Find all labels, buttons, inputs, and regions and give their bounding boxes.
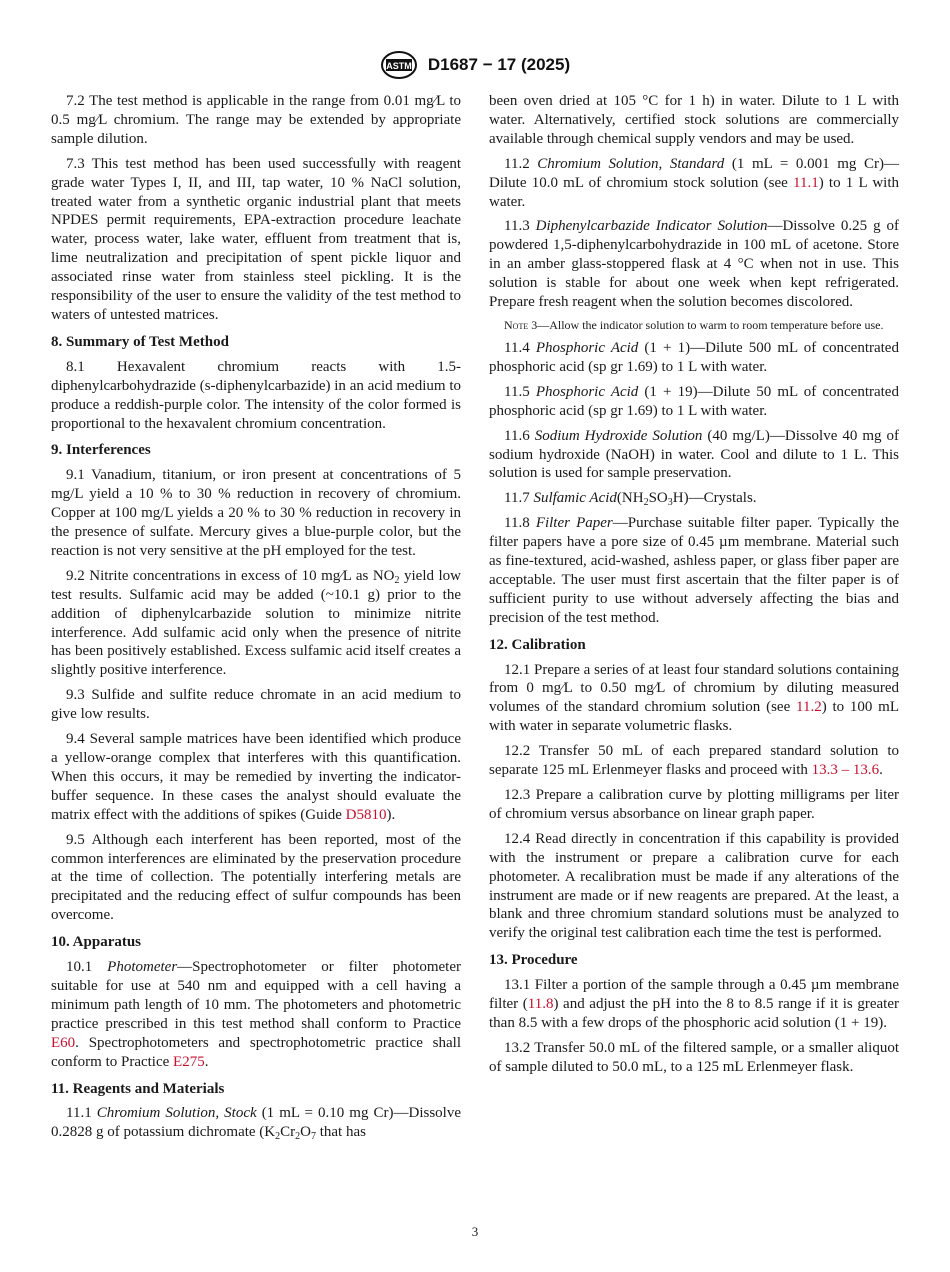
section-9-4: 9.4 Several sample matrices have been identified which produce a yellow-orange complex that interferes with this quantification. When this occurs, it may be remedied by inverting the indicator-buffer sequence. In these cases the analyst should evaluate the matrix effect with the additions of spikes (Guide D5810). (51, 731, 461, 823)
heading-9-interferences: 9. Interferences (51, 442, 151, 459)
section-11-3: 11.3 Diphenylcarbazide Indicator Solution—Dissolve 0.25 g of powdered 1,5-diphenylcarbohydrazide in 100 mL of acetone. Store in an amber glass-stoppered flask at 4 °C when not in use. This solution is stable for about one week when kept refrigerated. Prepare fresh reagent when the solution becomes discolored. (489, 218, 899, 311)
section-11-1: 11.1 Chromium Solution, Stock (1 mL = 0.10 mg Cr)—Dissolve 0.2828 g of potassium dichromate ($K_2Cr_2O_7$ that has (51, 1105, 461, 1143)
heading-13-procedure: 13. Procedure (489, 952, 578, 969)
section-10-1: 10.1 Photometer—Spectrophotometer or filter photometer suitable for use at 540 nm and equipped with a cell having a minimum path length of 10 mm. The photometers and photometric practice prescribed in this test method shall conform to Practice E60. Spectrophotometers and spectrophotometric practice shall conform to Practice E275. (51, 959, 462, 1070)
section-12-3: 12.3 Prepare a calibration curve by plotting milligrams per liter of chromium versus absorbance on linear graph paper. (489, 787, 899, 822)
ref-link-d5810[interactable]: D5810 (345, 806, 387, 823)
section-9-1: 9.1 Vanadium, titanium, or iron present at concentrations of 5 mg/L yield a 10 % to 30 % reduction in recovery of chromium. Copper at 100 mg/L yields a 20 % to 30 % reduction in recovery in the presence of sulfate. Mercury gives a blue-purple color, but the reaction is not very sensitive at the pH employed for the test. (51, 467, 461, 559)
note-3: Note 3—Allow the indicator solution to warm to room temperature before use. (504, 317, 884, 332)
section-11-7: 11.7 Sulfamic $Acid(NH_2SO_3H)—Crystals$. (504, 490, 757, 509)
ref-link-e275[interactable]: E275 (173, 1053, 205, 1070)
left-column (51, 92, 461, 1148)
document-designation: D1687 − 17 (2025) (427, 55, 571, 74)
ref-link-e60[interactable]: E60 (51, 1034, 76, 1051)
section-7-3: 7.3 This test method has been used successfully with reagent grade water Types I, II, and III, tap water, 10 % NaCl solution, treated water from a synthetic organic industrial plant that meets NPDES permit requirements, EPA-extraction procedure leachate water, process water, lake water, effluent from treatment that is, lime neutralization and precipitation of spent pickle liquor and associated rinse water from stainless steel pickling. It is the responsibility of the user to ensure the validity of the test method to waters of untested matrices. (51, 155, 461, 323)
heading-8-summary: 8. Summary of Test Method (51, 333, 229, 350)
section-9-2: 9.2 Nitrite concentrations in excess of 10 mg⁄L as $NO_2$ yield low test results. Sulfamic acid may be added (~10.1 g) prior to the addition of diphenylcarbazide solution to minimize nitrite interference. Add sulfamic acid only when the presence of nitrite has been positively established. Excess sulfamic acid itself creates a slightly positive interference. (51, 567, 462, 679)
section-11-2: 11.2 Chromium Solution, Standard (1 mL = 0.001 mg Cr)—Dilute 10.0 mL of chromium stock solution (see 11.1) to 1 L with water. (489, 155, 900, 210)
page-number: 3 (471, 1224, 479, 1239)
ref-link-13-3-13-6[interactable]: 13.3 – 13.6 (811, 762, 880, 779)
section-12-2: 12.2 Transfer 50 mL of each prepared standard solution to separate 125 mL Erlenmeyer flasks and proceed with 13.3 – 13.6. (489, 743, 899, 779)
ref-link-11-8[interactable]: 11.8 (527, 996, 554, 1013)
section-11-4: 11.4 Phosphoric Acid (1 + 1)—Dilute 500 mL of concentrated phosphoric acid (sp gr 1.69) to 1 L with water. (489, 339, 899, 375)
heading-11-reagents: 11. Reagents and Materials (51, 1080, 225, 1097)
ref-link-11-2[interactable]: 11.2 (796, 699, 822, 716)
section-9-3: 9.3 Sulfide and sulfite reduce chromate in an acid medium to give low results. (51, 687, 461, 723)
page-header (0, 50, 950, 80)
heading-10-apparatus: 10. Apparatus (51, 934, 142, 951)
section-11-5: 11.5 Phosphoric Acid (1 + 19)—Dilute 50 mL of concentrated phosphoric acid (sp gr 1.69) to 1 L with water. (489, 383, 899, 419)
section-11-1-continued: been oven dried at 105 °C for 1 h) in water. Dilute to 1 L with water. Alternatively, certified stock solutions are commercially available through chemical supply vendors and may be used. (489, 93, 899, 147)
svg-text:ASTM: ASTM (386, 61, 412, 71)
heading-12-calibration: 12. Calibration (489, 636, 586, 653)
ref-link-11-1[interactable]: 11.1 (793, 174, 819, 191)
astm-logo-icon (380, 50, 418, 80)
section-13-2: 13.2 Transfer 50.0 mL of the filtered sample, or a smaller aliquot of sample diluted to 50.0 mL, to a 125 mL Erlenmeyer flask. (489, 1039, 899, 1075)
section-8-1: 8.1 Hexavalent chromium reacts with 1.5-diphenylcarbohydrazide (s-diphenylcarbazide) in an acid medium to produce a reddish-purple color. The intensity of the color formed is proportional to the hexavalent chromium concentration. (51, 358, 461, 432)
section-11-8: 11.8 Filter Paper—Purchase suitable filter paper. Typically the filter papers have a pore size of 0.45 µm membrane. Material such as fine-textured, acid-washed, ashless paper, or glass fiber paper are acceptable. The user must first ascertain that the filter paper is of sufficient purity to use without adversely affecting the bias and precision of the test method. (489, 515, 899, 626)
section-7-2: 7.2 The test method is applicable in the range from 0.01 mg⁄L to 0.5 mg⁄L chromium. The range may be extended by appropriate sample dilution. (51, 93, 461, 147)
section-11-6: 11.6 Sodium Hydroxide Solution (40 mg/L)—Dissolve 40 mg of sodium hydroxide (NaOH) in water. Cool and dilute to 1 L. This solution is used for sample preservation. (489, 427, 899, 482)
section-13-1: 13.1 Filter a portion of the sample through a 0.45 µm membrane filter (11.8) and adjust the pH into the 8 to 8.5 range if it is greater than 8.5 with a few drops of the phosphoric acid solution (1 + 19). (489, 977, 899, 1031)
section-12-4: 12.4 Read directly in concentration if this capability is provided with the instrument or prepare a calibration curve for each photometer. A recalibration must be made if any alterations of the instrument are made or if new reagents are prepared. At the least, a blank and three chromium standard solutions must be analyzed to verify the original test calibration each time the test is performed. (489, 830, 899, 942)
section-9-5: 9.5 Although each interferent has been reported, most of the common interferences are eliminated by the preservation procedure at the time of collection. The potentially interfering metals are precipitated and the reducing effect of sulfur compounds has been overcome. (51, 831, 461, 924)
section-12-1: 12.1 Prepare a series of at least four standard solutions containing from 0 mg⁄L to 0.50 mg⁄L of chromium by diluting measured volumes of the standard chromium solution (see 11.2) to 100 mL with water in separate volumetric flasks. (489, 661, 900, 735)
right-column (489, 92, 899, 1083)
